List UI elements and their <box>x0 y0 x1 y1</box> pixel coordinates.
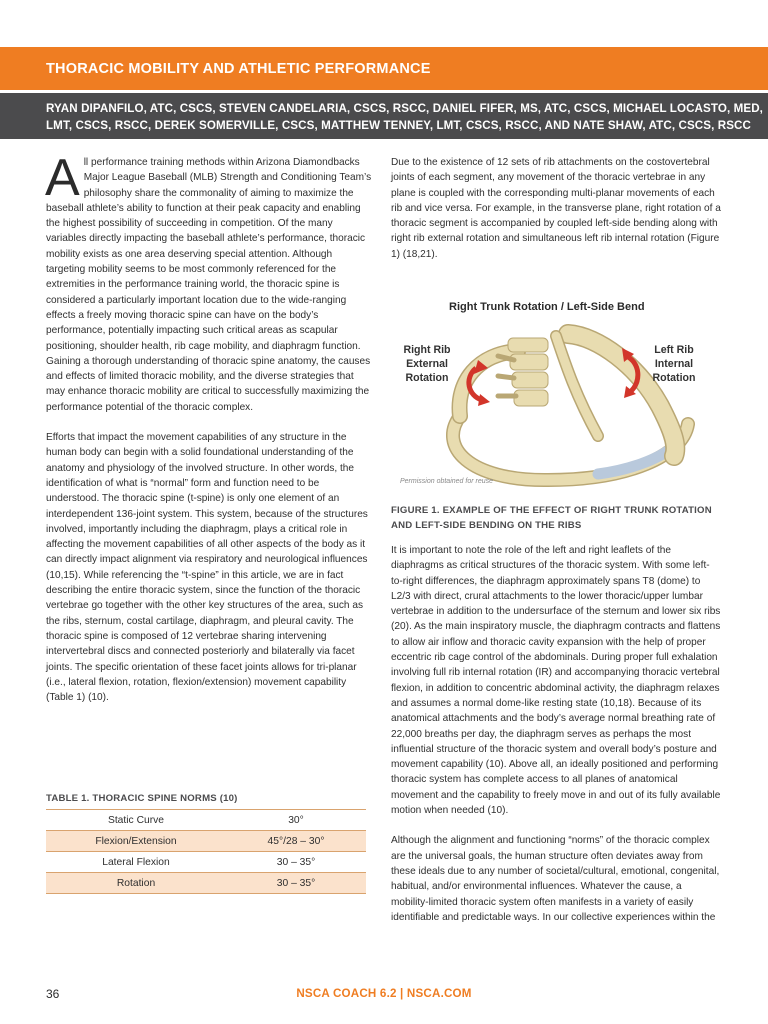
table-cell-value: 30 – 35° <box>226 873 366 894</box>
figure-caption: FIGURE 1. EXAMPLE OF THE EFFECT OF RIGHT TRUNK ROTATION AND LEFT-SIDE BENDING ON THE RIBS <box>391 505 712 531</box>
drop-cap: A <box>45 149 80 207</box>
thoracic-norms-table <box>46 809 366 894</box>
intro-paragraph-text: ll performance training methods within Arizona Diamondbacks Major League Baseball (MLB) Strength and Conditioning Team’s philosophy share the commonality of aiming to maximize the baseball athlete’s ability to function at their peak capacity and enabling the highest possibility of succeeding in competition. Of the many variables directly impacting the baseball athlete’s performance, thoracic mobility exists as one area deserving special attention. Although targeting mobility seems to be most commonly referenced for the extremities in the performance training world, the thoracic spine is considered a particularly important location due to the wide-ranging effects a freely moving thoracic spine can have on the body’s performance, potentially impacting such critical areas as scapular positioning, shoulder health, rib cage mobility, and diaphragm function. Gaining a thorough understanding of thoracic spine anatomy, the causes and effects of limited thoracic mobility, and the diverse strategies that may enhance thoracic mobility are critical to successfully maximizing the performance potential of the thoracic complex. <box>46 157 372 413</box>
table-cell-label: Rotation <box>46 873 226 894</box>
diaphragm-paragraph: It is important to note the role of the left and right leaflets of the diaphragms as critical structures of the thoracic system. With some left-to-right differences, the diaphragm approximately spans T8 (dome) to L2/3 with direct, crural attachments to the lower thoracic/upper lumbar vertebrae in addition to the undersurface of the sternum and lower six ribs (20). As the main inspiratory muscle, the diaphragm contracts and flattens to allow air inflow and thoracic cavity expansion with the help of proper eccentric rib cage control of the abdominals. During proper full exhalation involving full rib internal rotation (IR) and accompanying thoracic vertebral flexion, in addition to concentric abdominal activity, the diaphragm relaxes and assumes a normal dome-like resting state (10,18). Because of its anatomical attachments and the body’s average normal breathing rate of 22,000 breaths per day, the diaphragm serves as perhaps the most influential structure of the thoracic system and overall body’s posture and movement capability (10). Above all, an ideally positioned and performing thoracic system has complete access to all planes of anatomical movement and the capability to freely move in and out of its fully available motion when needed (10). <box>391 545 721 817</box>
anatomy-paragraph: Efforts that impact the movement capabilities of any structure in the human body can begin with a solid foundational understanding of the anatomy and physiology of the involved structure. In other words, the identification of what is “normal” form and function need to be understood. The thoracic spine (t-spine) is only one element of an interdependent 136-joint system. This system, because of the structures involved, importantly including the diaphragm, plays a critical role in affecting the movement capabilities of all other aspects of the body as it can directly impact alignment via respiratory and neurological influences (10,15). While referencing the “t-spine” in this article, we are in fact describing the entire thoracic system, since the function of the thoracic vertebrae go together with the other key structures of the area, such as the ribs, sternum, costal cartilage, diaphragm, and pleural cavity. The thoracic spine is composed of 12 vertebrae sharing intervening intervertebral discs and connected posteriorly and bilaterally via facet joints. The specific orientation of these facet joints allows for tri-planar (i.e., lateral flexion, rotation, flexion/extension) movement capability (Table 1) (10). <box>46 432 368 704</box>
table-cell-value: 45°/28 – 30° <box>226 831 366 852</box>
rib-coupling-paragraph: Due to the existence of 12 sets of rib attachments on the costovertebral joints of each segment, any movement of the thoracic vertebrae in any plane is coupled with the corresponding multi-planar movements of each rib and vice versa. For example, in the transverse plane, right rotation of a thoracic segment is accompanied by coupled left-side bending along with right rib external rotation and simultaneous left rib internal rotation (Figure 1) (18,21). <box>391 157 721 260</box>
author-byline <box>0 93 768 139</box>
table-cell-label: Flexion/Extension <box>46 831 226 852</box>
right-column-top <box>391 155 721 277</box>
rib-illustration <box>398 296 716 492</box>
table-cell-label: Static Curve <box>46 810 226 831</box>
table-cell-value: 30° <box>226 810 366 831</box>
label-right-rib-external-rotation: Right Rib External Rotation <box>403 344 451 384</box>
table-row <box>46 810 366 831</box>
intro-paragraph <box>45 149 372 415</box>
publication-footer: NSCA COACH 6.2 | NSCA.COM <box>296 987 472 1000</box>
table-cell-value: 30 – 35° <box>226 852 366 873</box>
author-line-1: RYAN DIPANFILO, ATC, CSCS, STEVEN CANDELARIA, CSCS, RSCC, DANIEL FIFER, MS, ATC, CSCS, MICHAEL LOCASTO, MED, <box>46 102 763 115</box>
costal-cartilage <box>598 446 674 474</box>
page-number: 36 <box>46 987 60 1001</box>
right-column-bottom <box>391 543 721 940</box>
table-row <box>46 873 366 894</box>
permission-note: Permission obtained for reuse <box>400 478 493 485</box>
label-left-rib-internal-rotation: Left Rib Internal Rotation <box>652 344 696 384</box>
figure-title: Right Trunk Rotation / Left-Side Bend <box>449 301 645 313</box>
left-column <box>45 149 372 720</box>
article-title: THORACIC MOBILITY AND ATHLETIC PERFORMANCE <box>0 47 768 90</box>
table-row <box>46 852 366 873</box>
deviation-paragraph: Although the alignment and functioning “norms” of the thoracic complex are the universal goals, the human structure often deviates away from these ideals due to any number of societal/cultural, emotional, congenital, habitual, and/or environmental influences. Whatever the cause, a mobility-limited thoracic system often manifests in a variety of easily identifiable and predictable ways. In our collective experiences within the <box>391 835 720 923</box>
figure-1 <box>398 296 716 492</box>
table-cell-label: Lateral Flexion <box>46 852 226 873</box>
table-caption: TABLE 1. THORACIC SPINE NORMS (10) <box>46 793 238 804</box>
table-row <box>46 831 366 852</box>
author-line-2: LMT, CSCS, RSCC, DEREK SOMERVILLE, CSCS, MATTHEW TENNEY, LMT, CSCS, RSCC, AND NATE SHAW, ATC, CSCS, RSCC <box>46 119 751 132</box>
